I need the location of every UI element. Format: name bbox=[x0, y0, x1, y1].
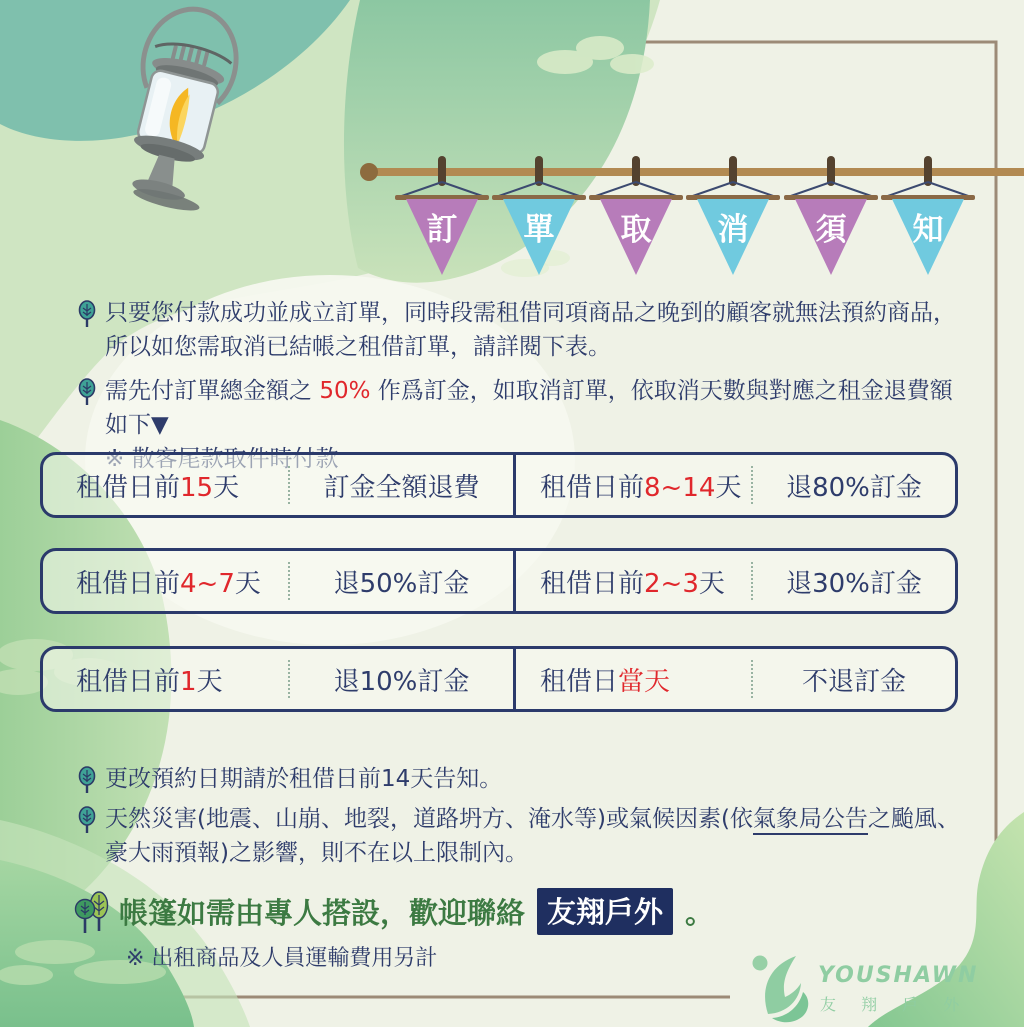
refund-cell bbox=[513, 649, 955, 709]
refund-row-1 bbox=[40, 452, 958, 518]
deposit-text-before: 需先付訂單總金額之 bbox=[105, 378, 320, 404]
refund-cell bbox=[513, 455, 955, 515]
note-text-2 bbox=[105, 802, 965, 870]
refund-cell bbox=[43, 649, 513, 709]
disaster-text-before: 天然災害(地震、山崩、地裂，道路坍方、淹水等)或氣候因素(依 bbox=[105, 806, 753, 832]
refund-cell bbox=[43, 455, 513, 515]
refund-row-3 bbox=[40, 646, 958, 712]
note-text-1: 更改預約日期請於租借日前14天告知。 bbox=[105, 766, 503, 792]
pennant-flag-6 bbox=[892, 199, 964, 275]
pennant-char: 知 bbox=[912, 212, 944, 248]
logo-brand-en: YOUSHAWN bbox=[818, 963, 979, 988]
pennant-flag-2 bbox=[503, 199, 575, 275]
pennant-flag-3 bbox=[600, 199, 672, 275]
pennant-flag-4 bbox=[697, 199, 769, 275]
brand-name-box: 友翔戶外 bbox=[537, 888, 673, 935]
refund-amount: 退30%訂金 bbox=[786, 568, 922, 599]
refund-amount: 退10%訂金 bbox=[333, 666, 470, 697]
refund-amount: 訂金全額退費 bbox=[323, 472, 480, 503]
pennant-char: 單 bbox=[523, 212, 555, 248]
footer-note: ※ 出租商品及人員運輸費用另計 bbox=[126, 946, 438, 971]
weather-bureau-underlined: 氣象局公告 bbox=[753, 806, 868, 835]
refund-condition: 租借日當天 bbox=[540, 666, 671, 697]
refund-condition: 租借日前1天 bbox=[76, 666, 223, 697]
tree-bullet-icon bbox=[78, 766, 96, 794]
two-trees-icon bbox=[74, 889, 112, 935]
refund-condition: 租借日前15天 bbox=[76, 472, 240, 503]
disaster-text-after: 之颱風、豪大雨預報)之影響，則不在以上限制內。 bbox=[105, 806, 960, 866]
refund-cell bbox=[513, 551, 955, 611]
pennant-flag-1 bbox=[406, 199, 478, 275]
intro-paragraph-1 bbox=[78, 296, 965, 364]
refund-amount: 退80%訂金 bbox=[786, 472, 922, 503]
tree-bullet-icon bbox=[78, 806, 96, 834]
footer-heading-period: 。 bbox=[685, 896, 715, 930]
pennant-char: 須 bbox=[815, 212, 847, 248]
refund-condition: 租借日前4~7天 bbox=[76, 568, 261, 599]
pennant-char: 訂 bbox=[426, 212, 458, 248]
deposit-percent: 50% bbox=[319, 378, 371, 404]
pennant-char: 消 bbox=[717, 212, 749, 248]
refund-cell bbox=[43, 551, 513, 611]
note-paragraph-2 bbox=[78, 802, 965, 870]
tree-bullet-icon bbox=[78, 378, 96, 406]
refund-table bbox=[40, 452, 958, 712]
intro-text-1: 只要您付款成功並成立訂單，同時段需租借同項商品之晚到的顧客就無法預約商品，所以如您需取消已結帳之租借訂單，請詳閱下表。 bbox=[105, 300, 956, 360]
footer-heading-text: 帳篷如需由專人搭設，歡迎聯絡 bbox=[119, 896, 526, 930]
refund-condition: 租借日前2~3天 bbox=[540, 568, 725, 599]
tree-bullet-icon bbox=[78, 300, 96, 328]
deposit-text-after: 作爲訂金，如取消訂單，依取消天數與對應之租金退費額如下▼ bbox=[105, 378, 953, 438]
logo-brand-zh: 友 翔 戶 外 bbox=[820, 995, 970, 1014]
footer-heading bbox=[74, 888, 714, 935]
note-paragraph-1 bbox=[78, 762, 965, 796]
refund-amount: 不退訂金 bbox=[801, 666, 906, 697]
refund-amount: 退50%訂金 bbox=[333, 568, 470, 599]
pennant-flag-5 bbox=[795, 199, 867, 275]
refund-condition: 租借日前8~14天 bbox=[540, 472, 742, 503]
refund-row-2 bbox=[40, 548, 958, 614]
flag-bars bbox=[395, 195, 975, 200]
pennant-char: 取 bbox=[620, 212, 652, 248]
